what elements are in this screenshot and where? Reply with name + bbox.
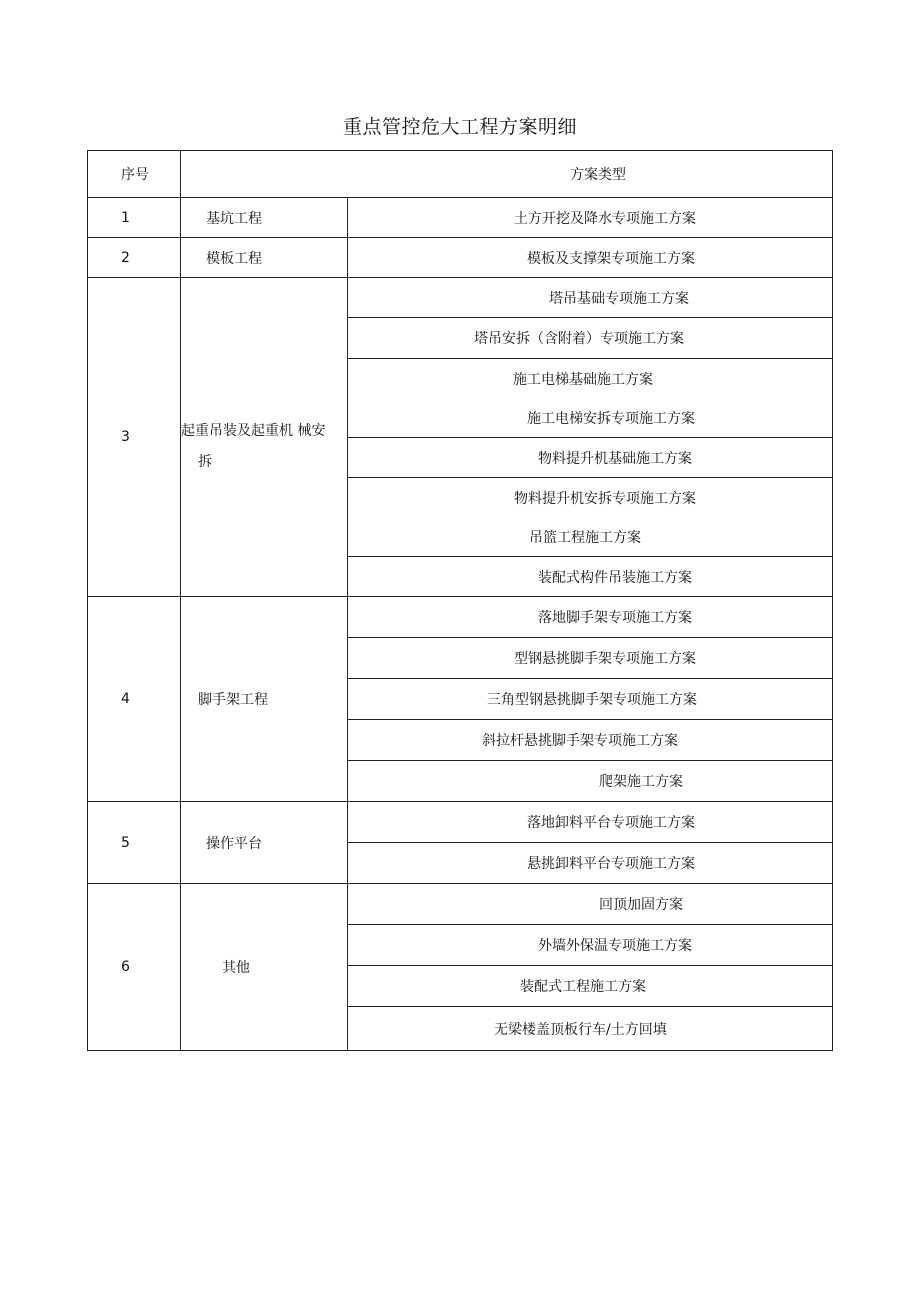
header-plan-type <box>181 151 833 198</box>
category-cell: 操作平台 <box>181 802 348 884</box>
seq-cell: 3 <box>88 278 181 597</box>
category-line: 拆 <box>198 454 212 470</box>
header-plan-type-label: 方案类型 <box>570 167 626 183</box>
plan-cell: 落地脚手架专项施工方案 <box>348 597 833 638</box>
plan-cell: 施工电梯安拆专项施工方案 <box>348 398 833 438</box>
plan-cell: 土方开挖及降水专项施工方案 <box>348 198 833 238</box>
plan-cell: 爬架施工方案 <box>348 761 833 802</box>
plan-cell: 回顶加固方案 <box>348 884 833 925</box>
plan-cell: 外墙外保温专项施工方案 <box>348 925 833 966</box>
document-title: 重点管控危大工程方案明细 <box>342 116 577 138</box>
category-cell: 脚手架工程 <box>181 597 348 802</box>
category-line: 起重吊装及起重机 械安 <box>181 423 326 439</box>
table-row <box>88 238 833 278</box>
plan-cell: 型钢悬挑脚手架专项施工方案 <box>348 638 833 679</box>
plan-cell: 装配式工程施工方案 <box>348 966 833 1007</box>
seq-cell: 1 <box>88 198 181 238</box>
category-cell: 其他 <box>181 884 348 1051</box>
plan-cell: 无梁楼盖顶板行车/土方回填 <box>348 1007 833 1051</box>
seq-cell: 5 <box>88 802 181 884</box>
plan-cell: 吊篮工程施工方案 <box>348 517 833 557</box>
plan-cell: 塔吊安拆（含附着）专项施工方案 <box>348 318 833 359</box>
table-header-row <box>88 151 833 198</box>
seq-cell: 4 <box>88 597 181 802</box>
plan-cell: 物料提升机安拆专项施工方案 <box>348 478 833 518</box>
header-seq: 序号 <box>88 151 181 198</box>
plan-cell: 悬挑卸料平台专项施工方案 <box>348 843 833 884</box>
table-row <box>88 802 833 843</box>
plan-cell: 三角型钢悬挑脚手架专项施工方案 <box>348 679 833 720</box>
plan-cell: 落地卸料平台专项施工方案 <box>348 802 833 843</box>
plan-cell: 模板及支撑架专项施工方案 <box>348 238 833 278</box>
table-row <box>88 597 833 638</box>
plans-table <box>87 150 833 1051</box>
plan-cell: 塔吊基础专项施工方案 <box>348 278 833 318</box>
plan-cell: 斜拉杆悬挑脚手架专项施工方案 <box>348 720 833 761</box>
table-row <box>88 278 833 318</box>
table-row <box>88 884 833 925</box>
seq-cell: 2 <box>88 238 181 278</box>
plan-cell: 装配式构件吊装施工方案 <box>348 557 833 597</box>
category-cell: 模板工程 <box>181 238 348 278</box>
seq-cell: 6 <box>88 884 181 1051</box>
plan-cell: 施工电梯基础施工方案 <box>348 359 833 399</box>
category-cell: 基坑工程 <box>181 198 348 238</box>
table-row <box>88 198 833 238</box>
plan-cell: 物料提升机基础施工方案 <box>348 438 833 478</box>
category-cell <box>181 278 348 597</box>
